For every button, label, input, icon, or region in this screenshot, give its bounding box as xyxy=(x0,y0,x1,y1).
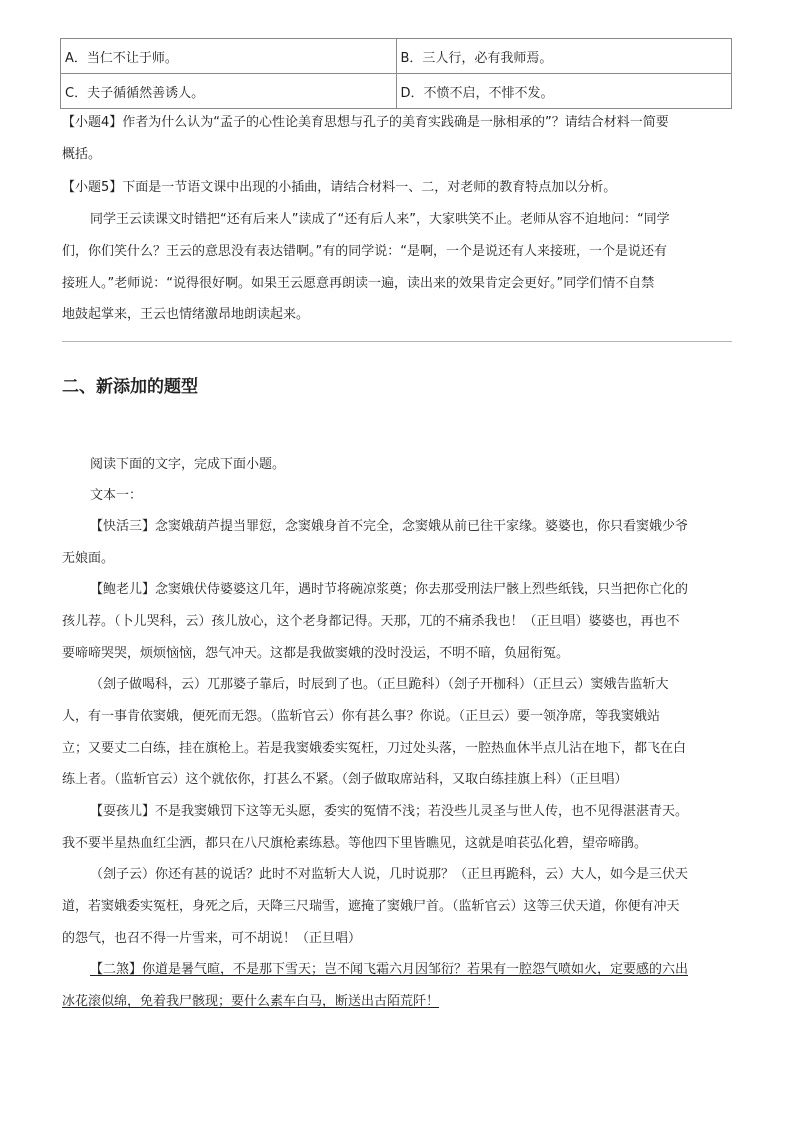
passage-line: 【快活三】念窦娥葫芦提当罪愆，念窦娥身首不完全，念窦娥从前已往干家缘。婆婆也，你只看窦娥少爷 xyxy=(90,519,689,534)
passage-line: 练上者。（监斩官云）这个就依你，打甚么不紧。（刽子做取席站科，又取白练挂旗上科）（正旦唱） xyxy=(62,772,628,787)
reading-instructions: 阅读下面的文字，完成下面小题。 xyxy=(90,457,286,472)
passage-line: 人，有一事肯依窦娥，便死而无怨。（监斩官云）你有甚么事？你说。（正旦云）要一领净席，等我窦娥站 xyxy=(62,709,661,724)
option-c[interactable]: C．夫子循循然善诱人。 xyxy=(61,74,397,109)
passage-line: 我不要半星热血红尘洒，都只在八尺旗枪素练悬。等他四下里皆瞧见，这就是咱苌弘化碧，望帝啼鹃。 xyxy=(62,836,648,851)
option-d[interactable]: D．不愤不启，不悱不发。 xyxy=(396,74,732,109)
passage-line-underlined: 【二煞】你道是暑气暄，不是那下雪天；岂不闻飞霜六月因邹衍？若果有一腔怨气喷如火，定要感的六出 xyxy=(90,962,689,977)
passage-line: 要啼啼哭哭，烦烦恼恼，怨气冲天。这都是我做窦娥的没时没运，不明不暗，负屈衔冤。 xyxy=(62,646,570,661)
passage-line: 道，若窦娥委实冤枉，身死之后，天降三尺瑞雪，遮掩了窦娥尸首。（监斩官云）这等三伏天道，你便有冲天 xyxy=(62,899,680,914)
options-table xyxy=(60,38,732,109)
passage-line: 【耍孩儿】不是我窦娥罚下这等无头愿，委实的冤情不浅；若没些儿灵圣与世人传，也不见得湛湛青天。 xyxy=(90,804,689,819)
section-title: 二、新添加的题型 xyxy=(62,377,198,397)
question-5-story-line: 地鼓起掌来，王云也情绪激昂地朗读起来。 xyxy=(62,307,310,322)
passage-line: 【鲍老儿】念窦娥伏侍婆婆这几年，遇时节将碗凉浆奠；你去那受刑法尸骸上烈些纸钱，只当把你亡化的 xyxy=(90,582,689,597)
passage-line: 的怨气，也召不得一片雪来，可不胡说！（正旦唱） xyxy=(62,931,362,946)
passage-line: 孩儿荐。（卜儿哭科，云）孩儿放心，这个老身都记得。天那，兀的不痛杀我也！（正旦唱）婆婆也，再也不 xyxy=(62,614,680,629)
text-one-label: 文本一： xyxy=(90,488,143,503)
question-5-prompt: 【小题5】下面是一节语文课中出现的小插曲，请结合材料一、二，对老师的教育特点加以分析。 xyxy=(62,180,617,195)
question-5-story-line: 同学王云读课文时错把“还有后来人”读成了“还有后人来”，大家哄笑不止。老师从容不迫地问：“同学 xyxy=(90,212,670,227)
question-4-line-2: 概括。 xyxy=(62,147,102,162)
option-a[interactable]: A．当仁不让于师。 xyxy=(61,39,397,74)
passage-line: （刽子做喝科，云）兀那婆子靠后，时辰到了也。（正旦跪科）（刽子开枷科）（正旦云）窦娥告监斩大 xyxy=(90,677,669,692)
question-4-line-1: 【小题4】作者为什么认为“孟子的心性论美育思想与孔子的美育实践确是一脉相承的”？请结合材料一简要 xyxy=(62,115,669,130)
question-5-story-line: 接班人。”老师说：“说得很好啊。如果王云愿意再朗读一遍，读出来的效果肯定会更好。”同学们情不自禁 xyxy=(62,276,655,291)
options-row xyxy=(61,39,732,74)
options-row xyxy=(61,74,732,109)
section-divider xyxy=(62,341,732,342)
passage-line: 无娘面。 xyxy=(62,551,115,566)
passage-line: 立；又要丈二白练，挂在旗枪上。若是我窦娥委实冤枉，刀过处头落，一腔热血休半点儿沾在地下，都飞在白 xyxy=(62,741,687,756)
question-5-story-line: 们，你们笑什么？王云的意思没有表达错啊。”有的同学说：“是啊，一个是说还有人来接班，一个是说还有 xyxy=(62,244,667,259)
option-b[interactable]: B．三人行，必有我师焉。 xyxy=(396,39,732,74)
passage-line-underlined: 冰花滚似绵，免着我尸骸现；要什么素车白马，断送出古陌荒阡！ xyxy=(62,994,440,1009)
passage-line: （刽子云）你还有甚的说话？此时不对监斩大人说，几时说那？（正旦再跪科，云）大人，如今是三伏天 xyxy=(90,867,689,882)
